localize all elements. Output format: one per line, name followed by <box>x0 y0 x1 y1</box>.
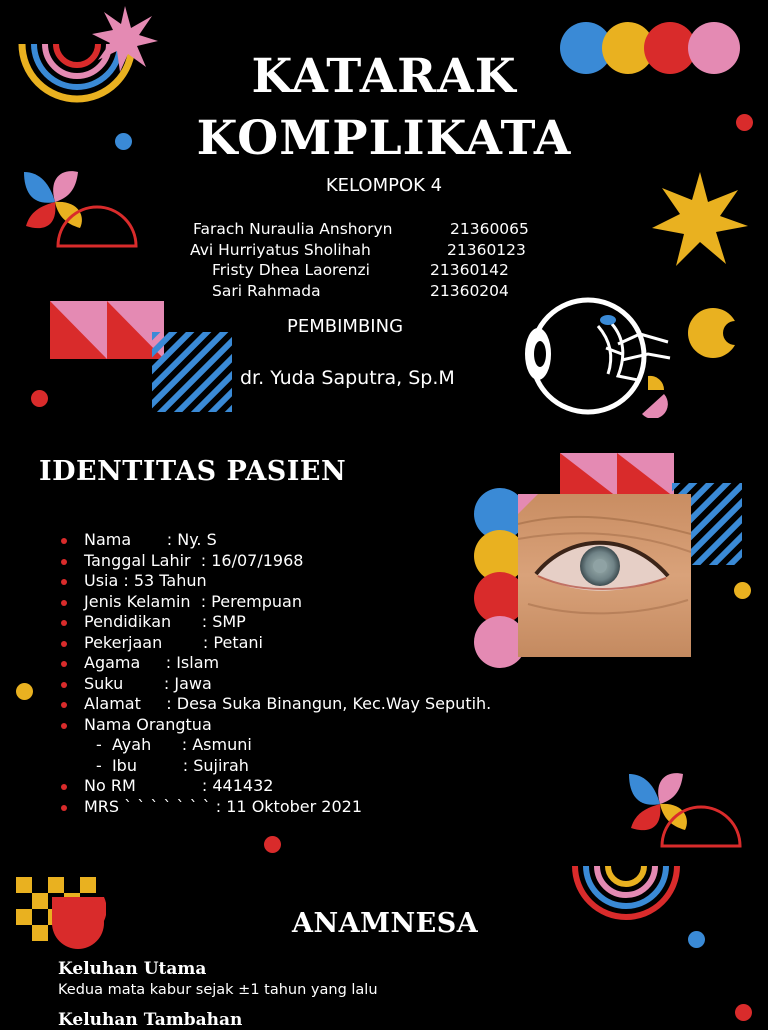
identity-heading: IDENTITAS PASIEN <box>39 456 347 487</box>
yellow-dot <box>16 683 33 700</box>
blue-stripes-decoration <box>152 332 232 412</box>
anamnesa-heading: ANAMNESA <box>292 908 479 939</box>
list-sub-item: - Ayah : Asmuni <box>96 735 252 754</box>
list-item: Alamat : Desa Suka Binangun, Kec.Way Seputih. <box>60 694 491 715</box>
member-id: 21360123 <box>447 241 526 259</box>
group-label: KELOMPOK 4 <box>325 175 443 196</box>
list-item: Agama : Islam <box>60 653 491 674</box>
patient-identity-list <box>60 530 491 817</box>
title-line-1: KATARAK <box>251 49 517 104</box>
supervisor-label: PEMBIMBING <box>287 316 404 337</box>
list-item: Pekerjaan : Petani <box>60 633 491 654</box>
list-item: Nama : Ny. S <box>60 530 491 551</box>
red-dot <box>735 1004 752 1021</box>
triangle-block-decoration <box>560 453 674 497</box>
list-item: Pendidikan : SMP <box>60 612 491 633</box>
list-item: Usia : 53 Tahun <box>60 571 491 592</box>
supervisor-name: dr. Yuda Saputra, Sp.M <box>240 367 455 389</box>
list-item: MRS ` ` ` ` ` ` ` : 11 Oktober 2021 <box>60 797 491 818</box>
member-id: 21360204 <box>430 282 509 300</box>
additional-complaint-label: Keluhan Tambahan <box>58 1010 243 1030</box>
list-item: Tanggal Lahir : 16/07/1968 <box>60 551 491 572</box>
patient-eye-photo <box>518 494 691 657</box>
member-id: 21360065 <box>450 220 529 238</box>
title-line-2: KOMPLIKATA <box>196 111 572 166</box>
flower-decoration <box>620 768 745 852</box>
checker-block-decoration <box>16 877 106 949</box>
blue-dot <box>688 931 705 948</box>
yellow-dot <box>734 582 751 599</box>
member-name: Sari Rahmada <box>212 282 321 300</box>
list-item: Nama Orangtua <box>60 715 491 736</box>
list-item: Jenis Kelamin : Perempuan <box>60 592 491 613</box>
triangle-block-decoration <box>50 301 164 359</box>
member-id: 21360142 <box>430 261 509 279</box>
member-name: Fristy Dhea Laorenzi <box>212 261 370 279</box>
list-item: No RM : 441432 <box>60 776 491 797</box>
list-sub-item: - Ibu : Sujirah <box>96 755 249 775</box>
member-name: Farach Nuraulia Anshoryn <box>193 220 393 238</box>
yellow-crescent-decoration <box>688 305 738 361</box>
eye-anatomy-illustration <box>518 294 678 418</box>
red-dot <box>31 390 48 407</box>
member-name: Avi Hurriyatus Sholihah <box>190 241 371 259</box>
red-dot <box>264 836 281 853</box>
rainbow-arc-decoration <box>570 864 682 924</box>
chief-complaint-text: Kedua mata kabur sejak ±1 tahun yang lalu <box>58 982 378 998</box>
chief-complaint-label: Keluhan Utama <box>58 959 207 979</box>
list-item: Suku : Jawa <box>60 674 491 695</box>
